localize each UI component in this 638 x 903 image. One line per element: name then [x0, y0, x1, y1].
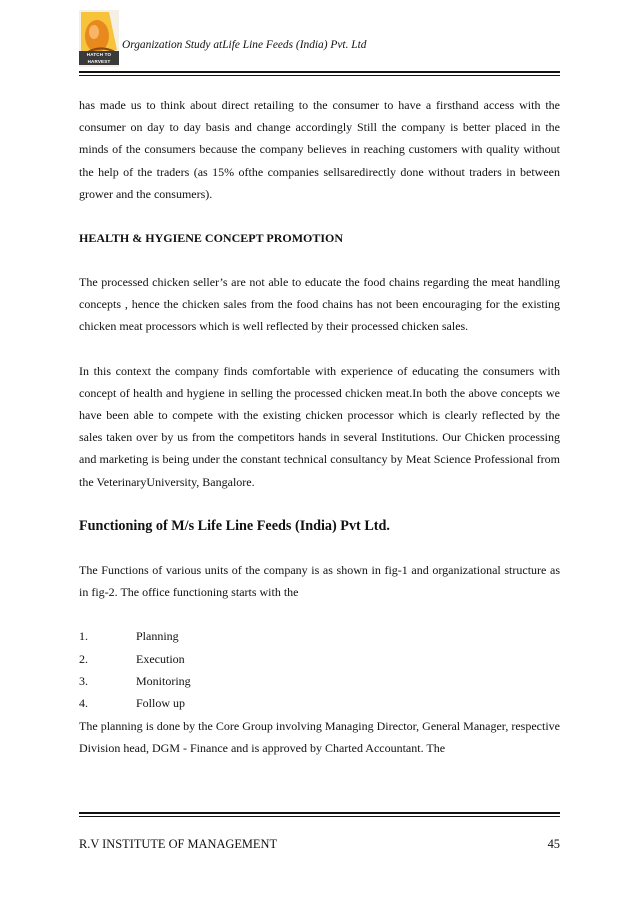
- list-item: 4. Follow up: [79, 696, 186, 711]
- logo-tagline: HATCH TO HARVEST: [79, 51, 119, 65]
- list-item: 2. Execution: [79, 651, 185, 666]
- section-heading-functioning: Functioning of M/s Life Line Feeds (India) Pvt Ltd.: [79, 517, 390, 534]
- paragraph-4: The Functions of various units of the company is as shown in fig-1 and organizational structure as in fig-2. The office functioning starts with the: [79, 562, 560, 600]
- list-item: 3. Monitoring: [79, 674, 191, 689]
- paragraph-3: In this context the company finds comfortable with experience of educating the consumers with concept of health and hygiene in selling the processed chicken meat.In both the above concepts we have been able to compete with the existing chicken processor which is clearly reflected by the sales taken over by us from the competitors hands in several Institutions. Our Chicken processing and marketing is being under the constant technical consultancy by Meat Science Professional from the VeterinaryUniversity, Bangalore.: [79, 363, 560, 489]
- page-number: 45: [547, 837, 560, 851]
- list-item: 1. Planning: [79, 629, 179, 644]
- footer-institute: R.V INSTITUTE OF MANAGEMENT: [79, 837, 278, 851]
- page-header-title: Organization Study atLife Line Feeds (India) Pvt. Ltd: [122, 39, 367, 51]
- paragraph-5: The planning is done by the Core Group involving Managing Director, General Manager, respective Division head, DGM - Finance and is approved by Charted Accountant. The: [79, 718, 560, 756]
- paragraph-2: The processed chicken seller’s are not able to educate the food chains regarding the meat handling concepts , hence the chicken sales from the food chains has not been encouraging for the existing chicken meat processors which is well reflected by their processed chicken sales.: [79, 275, 560, 334]
- footer-rule: [79, 812, 560, 817]
- page-body: [79, 94, 560, 759]
- header-rule: [79, 71, 560, 76]
- paragraph-1: has made us to think about direct retailing to the consumer to have a firsthand access with the consumer on day to day basis and change accordingly Still the company is better placed in the minds of the consumers because the company believes in reaching customers with quality without the help of the traders (as 15% ofthe companies sellsaredirectly done without traders in between grower and the consumers).: [79, 98, 560, 201]
- functions-list: [79, 625, 560, 715]
- section-heading-health-hygiene: HEALTH & HYGIENE CONCEPT PROMOTION: [79, 231, 344, 246]
- company-logo: [79, 10, 119, 67]
